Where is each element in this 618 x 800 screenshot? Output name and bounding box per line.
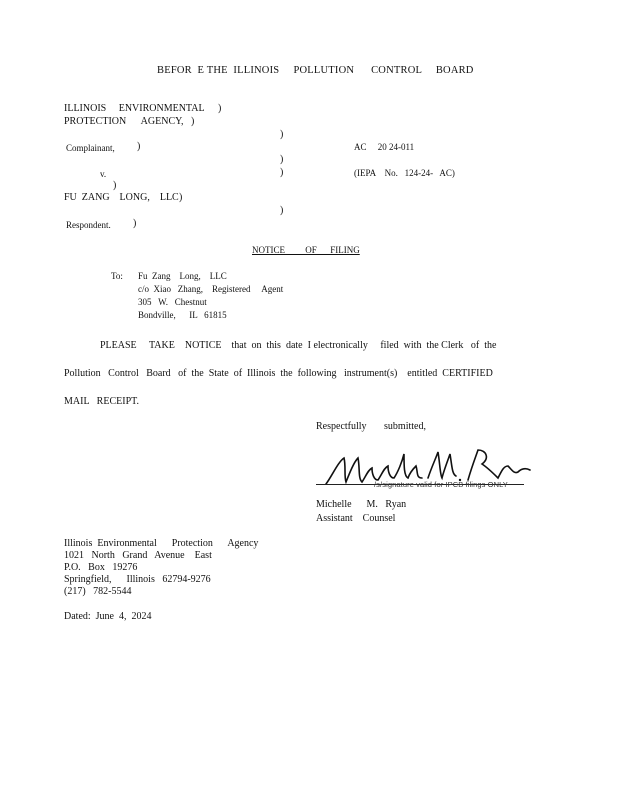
caption-complainant-name-line2: PROTECTION AGENCY, bbox=[64, 116, 184, 127]
versus-label: v. bbox=[100, 169, 107, 179]
respondent-name: FU ZANG LONG, LLC bbox=[64, 192, 179, 203]
signer-name: Michelle M. Ryan bbox=[316, 499, 407, 510]
caption-paren: ) bbox=[191, 116, 195, 127]
body-text-line: MAIL RECEIPT. bbox=[64, 396, 139, 407]
body-text-line: PLEASE TAKE NOTICE that on this date I electronically filed with the Clerk of the bbox=[100, 340, 497, 351]
iepa-number: (IEPA No. 124-24- AC) bbox=[354, 168, 455, 178]
caption-paren: ) bbox=[137, 141, 141, 152]
signer-title: Assistant Counsel bbox=[316, 513, 396, 524]
notice-heading: NOTICE OF FILING bbox=[252, 245, 360, 255]
caption-complainant-name-line1: ILLINOIS ENVIRONMENTAL bbox=[64, 103, 205, 114]
closing-text: Respectfully submitted, bbox=[316, 421, 426, 432]
caption-paren: ) bbox=[280, 129, 284, 140]
agency-address-line: (217) 782-5544 bbox=[64, 586, 132, 597]
caption-paren: ) bbox=[133, 218, 137, 229]
case-number: AC 20 24-011 bbox=[354, 142, 415, 152]
agency-address-line: 1021 North Grand Avenue East bbox=[64, 550, 212, 561]
caption-paren: ) bbox=[280, 154, 284, 165]
caption-paren: ) bbox=[280, 205, 284, 216]
respondent-label: Respondent. bbox=[66, 220, 111, 230]
agency-address-line: P.O. Box 19276 bbox=[64, 562, 138, 573]
caption-paren: ) bbox=[280, 167, 284, 178]
signature-validity-note: /s/signature valid for IPCB filings ONLY bbox=[374, 480, 508, 489]
agency-address-line: Springfield, Illinois 62794-9276 bbox=[64, 574, 211, 585]
agency-address-line: Illinois Environmental Protection Agency bbox=[64, 538, 259, 549]
addressee-line: 305 W. Chestnut bbox=[138, 297, 207, 307]
complainant-label: Complainant, bbox=[66, 143, 115, 153]
to-label: To: bbox=[111, 271, 123, 281]
addressee-line: c/o Xiao Zhang, Registered Agent bbox=[138, 284, 284, 294]
caption-paren: ) bbox=[218, 103, 222, 114]
addressee-line: Fu Zang Long, LLC bbox=[138, 271, 227, 281]
dated-line: Dated: June 4, 2024 bbox=[64, 611, 152, 622]
body-text-line: Pollution Control Board of the State of Illinois the following instrument(s) entitled CERTIFIED bbox=[64, 368, 493, 379]
caption-paren: ) bbox=[113, 180, 117, 191]
caption-paren: ) bbox=[179, 192, 183, 203]
document-title: BEFOR E THE ILLINOIS POLLUTION CONTROL BOARD bbox=[157, 65, 474, 76]
addressee-line: Bondville, IL 61815 bbox=[138, 310, 227, 320]
